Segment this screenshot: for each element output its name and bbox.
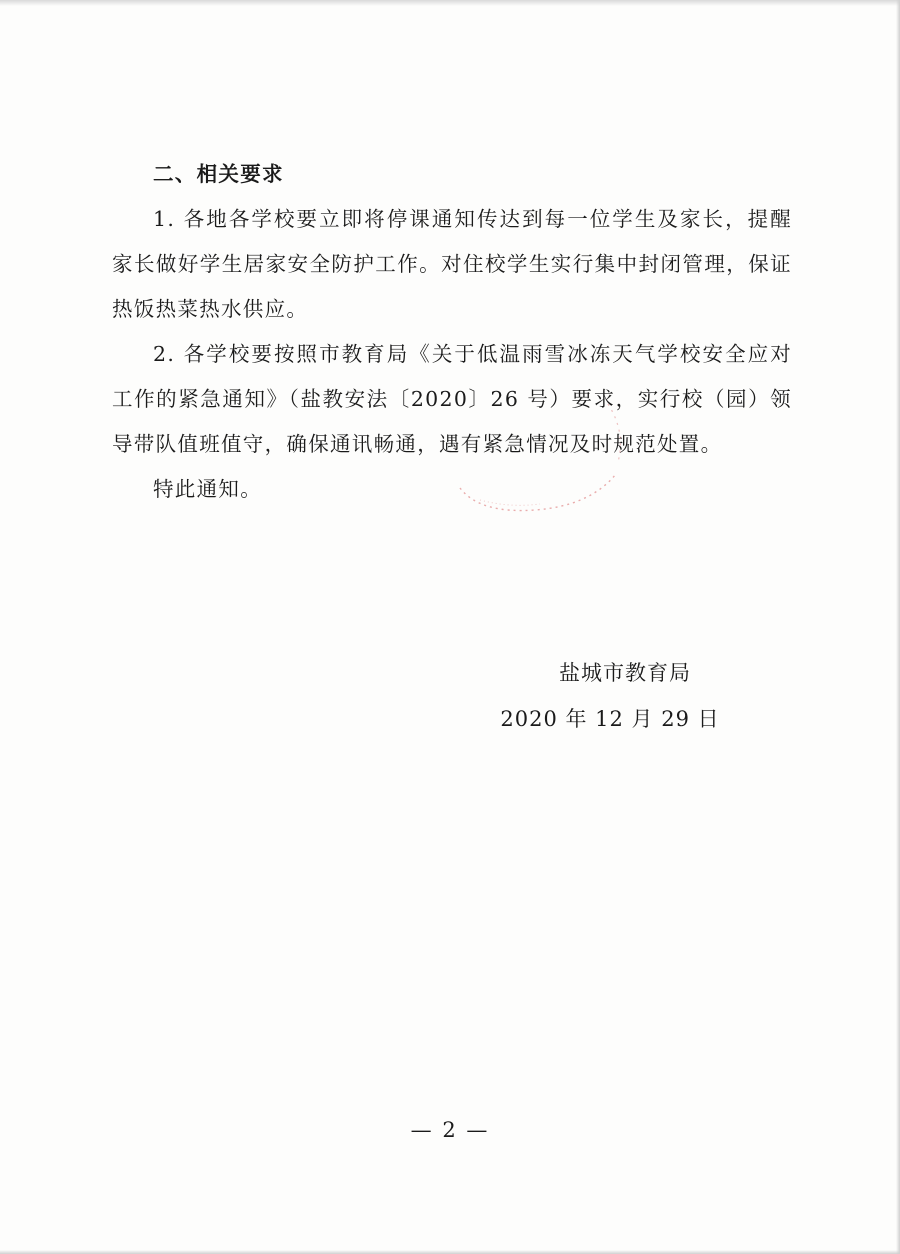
- issuing-organization: 盐城市教育局: [559, 661, 691, 685]
- signature-block: [470, 650, 750, 742]
- closing-line: 特此通知。: [153, 477, 262, 501]
- document-body: [112, 152, 792, 512]
- section-heading: 二、相关要求: [153, 162, 284, 186]
- scan-edge-bottom: [0, 1250, 900, 1254]
- scan-edge-top: [0, 0, 900, 6]
- page-number: — 2 —: [410, 1118, 490, 1142]
- requirement-paragraph-2: 2. 各学校要按照市教育局《关于低温雨雪冰冻天气学校安全应对工作的紧急通知》（盐教安法〔2020〕26 号）要求，实行校（园）领导带队值班值守，确保通讯畅通，遇有紧急情况及时规范处置。: [112, 342, 792, 456]
- issue-date: 2020 年 12 月 29 日: [500, 707, 720, 731]
- scan-edge-right: [896, 0, 900, 1254]
- requirement-paragraph-1: 1. 各地各学校要立即将停课通知传达到每一位学生及家长，提醒家长做好学生居家安全防护工作。对住校学生实行集中封闭管理，保证热饭热菜热水供应。: [112, 207, 792, 321]
